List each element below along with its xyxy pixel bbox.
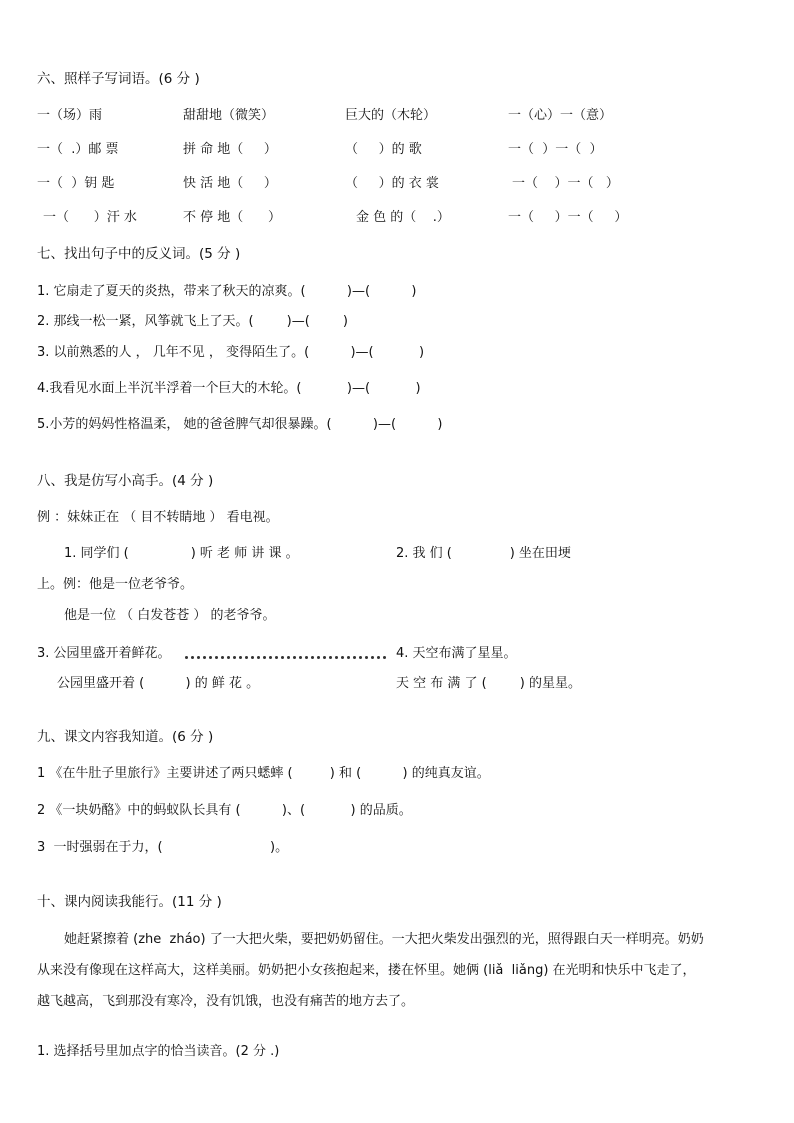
separator-dot (281, 656, 284, 659)
s6-r1-c3: 巨大的（木轮） (345, 108, 437, 123)
section-8-heading: 八、我是仿写小高手。(4 分 ) (37, 473, 214, 489)
separator-dot (335, 656, 338, 659)
separator-dot (269, 656, 272, 659)
s6-r1-c2: 甜甜地（微笑） (183, 108, 275, 123)
section-6-heading: 六、照样子写词语。(6 分 ) (37, 71, 200, 87)
s6-r3-c1: 一（ ）钥 匙 (37, 176, 115, 191)
separator-dot (377, 656, 380, 659)
s9-item-2: 2 《一块奶酪》中的蚂蚁队长具有 ( )、( ) 的品质。 (37, 803, 412, 818)
separator-dot (359, 656, 362, 659)
separator-dot (311, 656, 314, 659)
s6-r2-c3: （ ）的 歌 (345, 142, 422, 157)
s8-line1a: 1. 同学们 ( ) 听 老 师 讲 课 。 (64, 546, 299, 561)
separator-dot (245, 656, 248, 659)
separator-dot (305, 656, 308, 659)
s6-r2-c1: 一（ .）邮 票 (37, 142, 119, 157)
separator-dot (299, 656, 302, 659)
s6-r3-c3: （ ）的 衣 裳 (345, 176, 439, 191)
s7-item-1: 1. 它扇走了夏天的炎热，带来了秋天的凉爽。( )—( ) (37, 284, 417, 299)
separator-dot (251, 656, 254, 659)
s8-line2: 上。例：他是一位老爷爷。 (37, 577, 194, 592)
s7-item-2: 2. 那线一松一紧，风筝就飞上了天。( )—( ) (37, 314, 348, 329)
s10-paragraph-line-1: 她赶紧擦着 (zhe zháo) 了一大把火柴，要把奶奶留住。一大把火柴发出强烈的光，照得跟白天一样明亮。奶奶 (64, 932, 704, 947)
separator-dot (215, 656, 218, 659)
s10-paragraph-line-2: 从来没有像现在这样高大，这样美丽。奶奶把小女孩抱起来，搂在怀里。她俩 (liǎ liǎng) 在光明和快乐中飞走了， (37, 963, 696, 978)
s6-r2-c2: 拼 命 地（ ） (183, 142, 277, 157)
s8-line5a: 公园里盛开着 ( ) 的 鲜 花 。 (57, 676, 260, 691)
separator-dot (293, 656, 296, 659)
separator-dot (191, 656, 194, 659)
separator-dot (383, 656, 386, 659)
s6-r1-c1: 一（场）雨 (37, 108, 103, 123)
section-9-heading: 九、课文内容我知道。(6 分 ) (37, 729, 214, 745)
dotted-separator (185, 656, 393, 660)
s10-paragraph-line-3: 越飞越高，飞到那没有寒冷，没有饥饿，也没有痛苦的地方去了。 (37, 994, 415, 1009)
separator-dot (347, 656, 350, 659)
separator-dot (329, 656, 332, 659)
s8-line3: 他是一位 （ 白发苍苍 ） 的老爷爷。 (64, 608, 276, 623)
separator-dot (257, 656, 260, 659)
separator-dot (209, 656, 212, 659)
s10-question-1: 1. 选择括号里加点字的恰当读音。(2 分 .) (37, 1044, 280, 1059)
s8-line5b: 天 空 布 满 了 ( ) 的星星。 (396, 676, 581, 691)
s7-item-5: 5.小芳的妈妈性格温柔， 她的爸爸脾气却很暴躁。( )—( ) (37, 417, 443, 432)
s8-line4b: 4. 天空布满了星星。 (396, 646, 517, 661)
separator-dot (353, 656, 356, 659)
separator-dot (197, 656, 200, 659)
s6-r2-c4: 一（ ）一（ ） (508, 142, 603, 157)
s8-line4a: 3. 公园里盛开着鲜花。 (37, 646, 171, 661)
s6-r3-c2: 快 活 地（ ） (183, 176, 277, 191)
s6-r4-c1: 一（ ）汗 水 (43, 210, 137, 225)
separator-dot (287, 656, 290, 659)
s7-item-4: 4.我看见水面上半沉半浮着一个巨大的木轮。( )—( ) (37, 381, 421, 396)
separator-dot (185, 656, 188, 659)
s6-r4-c4: 一（ ）一（ ） (508, 210, 628, 225)
s8-line1b: 2. 我 们 ( ) 坐在田埂 (396, 546, 571, 561)
separator-dot (275, 656, 278, 659)
separator-dot (365, 656, 368, 659)
separator-dot (341, 656, 344, 659)
s9-item-3: 3 一时强弱在于力，( )。 (37, 840, 289, 855)
s6-r3-c4: 一（ ）一（ ） (512, 176, 619, 191)
section-7-heading: 七、找出句子中的反义词。(5 分 ) (37, 246, 241, 262)
s9-item-1: 1 《在牛肚子里旅行》主要讲述了两只蟋蟀 ( ) 和 ( ) 的纯真友谊。 (37, 766, 490, 781)
separator-dot (323, 656, 326, 659)
separator-dot (239, 656, 242, 659)
s8-example: 例 ：妹妹正在 （ 目不转睛地 ） 看电视。 (37, 510, 279, 525)
separator-dot (317, 656, 320, 659)
s7-item-3: 3. 以前熟悉的人 ， 几年不见 ， 变得陌生了。( )—( ) (37, 345, 425, 360)
s6-r4-c3: 金 色 的（ .） (356, 210, 450, 225)
separator-dot (227, 656, 230, 659)
section-10-heading: 十、课内阅读我能行。(11 分 ) (37, 894, 222, 910)
separator-dot (221, 656, 224, 659)
separator-dot (233, 656, 236, 659)
s6-r4-c2: 不 停 地（ ） (183, 210, 282, 225)
separator-dot (371, 656, 374, 659)
s6-r1-c4: 一（心）一（意） (508, 108, 613, 123)
separator-dot (263, 656, 266, 659)
separator-dot (203, 656, 206, 659)
